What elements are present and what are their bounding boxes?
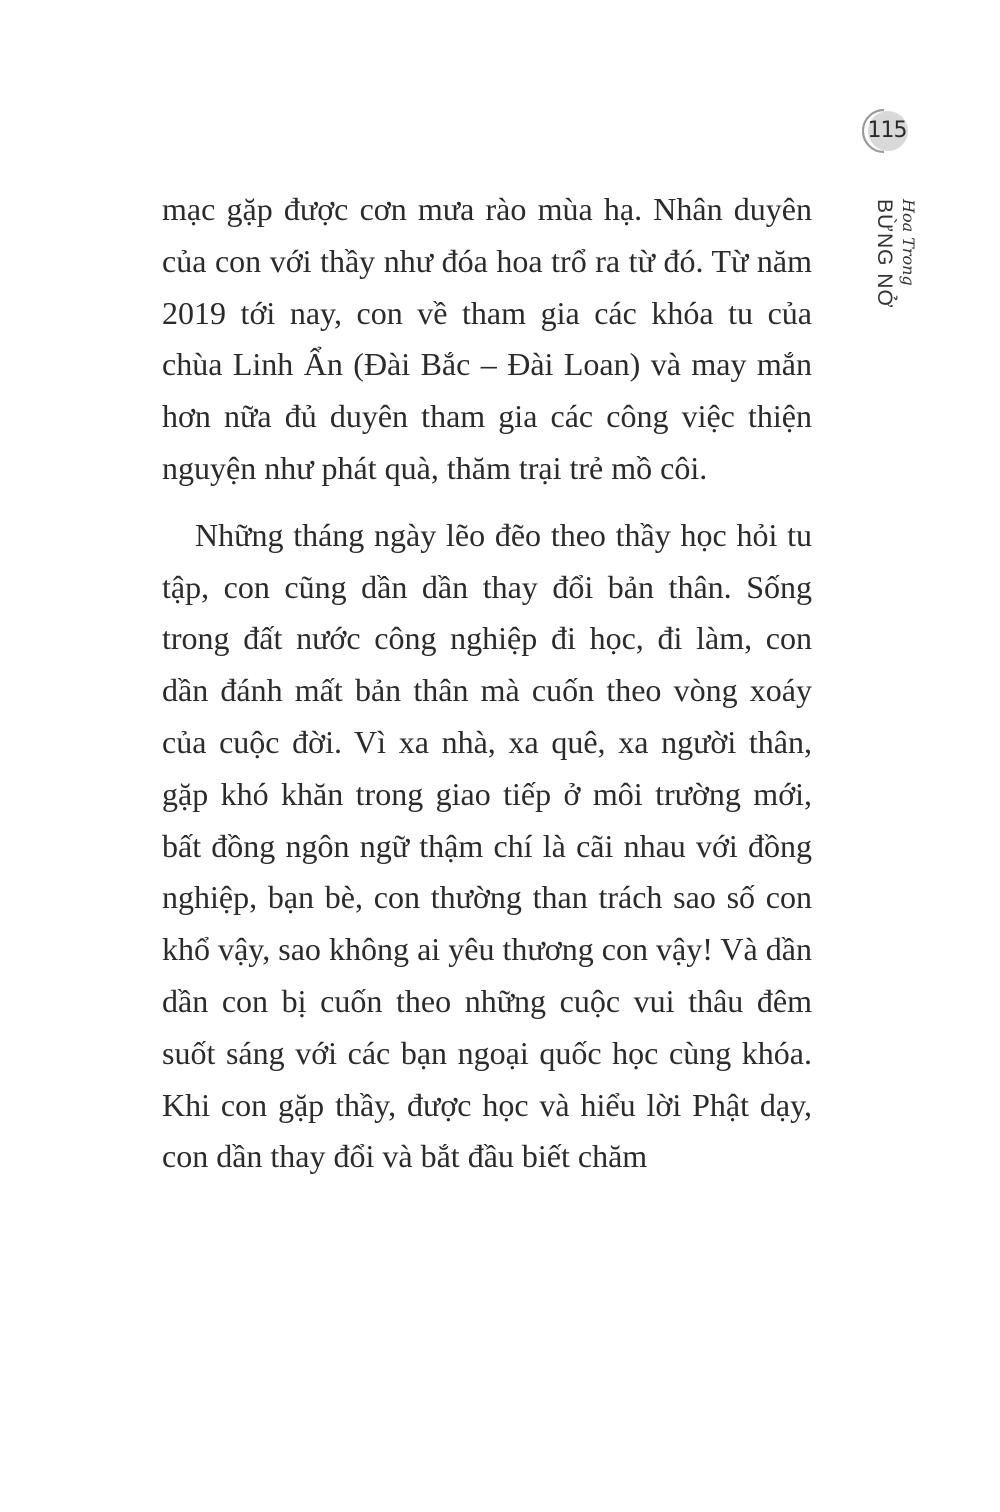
running-title-caps: BỪNG NỞ: [873, 199, 896, 309]
running-title-script: Hoa Trong: [899, 199, 918, 286]
body-text: [162, 184, 812, 1183]
running-title: [868, 199, 918, 309]
page-number: 115: [867, 118, 907, 143]
page-number-badge: [862, 106, 912, 156]
paragraph-1: mạc gặp được cơn mưa rào mùa hạ. Nhân duyên của con với thầy như đóa hoa trổ ra từ đó. Từ năm 2019 tới nay, con về tham gia các khóa tu của chùa Linh Ẩn (Đài Bắc – Đài Loan) và may mắn hơn nữa đủ duyên tham gia các công việc thiện nguyện như phát quà, thăm trại trẻ mồ côi.: [162, 191, 812, 486]
paragraph-2: Những tháng ngày lẽo đẽo theo thầy học hỏi tu tập, con cũng dần dần thay đổi bản thân. Sống trong đất nước công nghiệp đi học, đi làm, con dần đánh mất bản thân mà cuốn theo vòng xoáy của cuộc đời. Vì xa nhà, xa quê, xa người thân, gặp khó khăn trong giao tiếp ở môi trường mới, bất đồng ngôn ngữ thậm chí là cãi nhau với đồng nghiệp, bạn bè, con thường than trách sao số con khổ vậy, sao không ai yêu thương con vậy! Và dần dần con bị cuốn theo những cuộc vui thâu đêm suốt sáng với các bạn ngoại quốc học cùng khóa. Khi con gặp thầy, được học và hiểu lời Phật dạy, con dần thay đổi và bắt đầu biết chăm: [162, 516, 812, 1175]
